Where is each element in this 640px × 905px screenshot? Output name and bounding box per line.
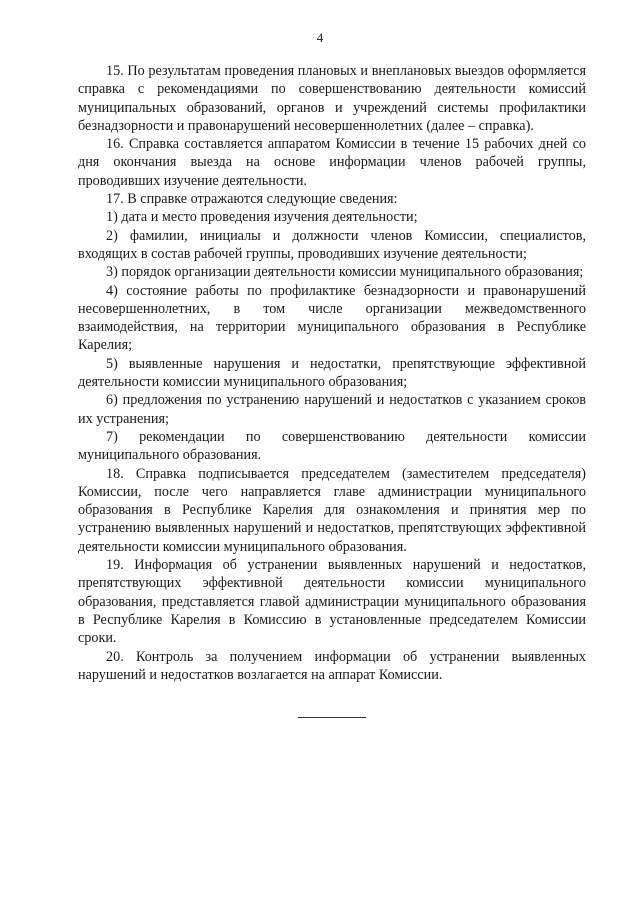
document-body	[78, 62, 586, 684]
list-item-4: 4) состояние работы по профилактике безнадзорности и правонарушений несовершеннолетних, в том числе организации межведомственного взаимодействия, на территории муниципального образования в Республике Карелия;	[78, 282, 586, 354]
page-number: 4	[316, 30, 324, 45]
paragraph-20: 20. Контроль за получением информации об устранении выявленных нарушений и недостатков возлагается на аппарат Комиссии.	[78, 648, 586, 683]
list-item-2: 2) фамилии, инициалы и должности членов Комиссии, специалистов, входящих в состав рабочей группы, проводивших изучение деятельности;	[78, 227, 586, 262]
paragraph-17: 17. В справке отражаются следующие сведения:	[106, 191, 398, 208]
paragraph-16: 16. Справка составляется аппаратом Комиссии в течение 15 рабочих дней со дня окончания выезда на основе информации членов рабочей группы, проводивших изучение деятельности.	[78, 136, 586, 189]
list-item-3: 3) порядок организации деятельности комиссии муниципального образования;	[106, 264, 584, 281]
paragraph-18: 18. Справка подписывается председателем (заместителем председателя) Комиссии, после чего направляется главе администрации муниципального образования в Республике Карелия для ознакомления и принятия мер по устранению выявленных нарушений и недостатков, препятствующих эффективной деятельности комиссии муниципального образования.	[78, 465, 586, 555]
list-item-5: 5) выявленные нарушения и недостатки, препятствующие эффективной деятельности комиссии муниципального образования;	[78, 355, 586, 391]
end-of-document-rule	[298, 717, 366, 718]
list-item-6: 6) предложения по устранению нарушений и недостатков с указанием сроков их устранения;	[78, 392, 586, 427]
paragraph-15: 15. По результатам проведения плановых и внеплановых выездов оформляется справка с рекомендациями по совершенствованию деятельности комиссий муниципальных образований, органов и учреждений системы профилактики безнадзорности и правонарушений несовершеннолетних (далее – справка).	[78, 63, 586, 134]
list-item-1: 1) дата и место проведения изучения деятельности;	[106, 209, 418, 226]
list-item-7: 7) рекомендации по совершенствованию деятельности комиссии муниципального образования.	[78, 428, 586, 464]
paragraph-19: 19. Информация об устранении выявленных нарушений и недостатков, препятствующих эффективной деятельности комиссии муниципального образования, представляется главой администрации муниципального образования в Республике Карелия в Комиссию в установленные председателем Комиссии сроки.	[78, 557, 586, 647]
